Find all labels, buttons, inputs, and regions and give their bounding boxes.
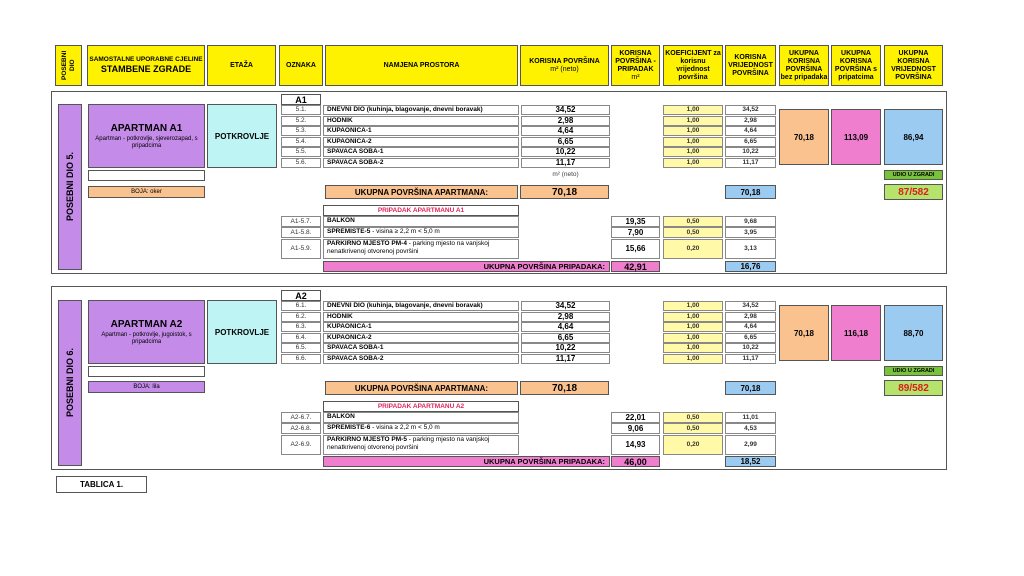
header-ukupna-vrijednost: UKUPNA KORISNA VRIJEDNOST POVRŠINA bbox=[884, 45, 943, 86]
room-label: SPAVAĆA SOBA-2 bbox=[323, 158, 519, 168]
room-code: 6.6. bbox=[281, 354, 321, 364]
unit-tag: A2 bbox=[281, 290, 321, 301]
header-korisna-text: KORISNA POVRŠINA bbox=[529, 57, 600, 65]
sum-vrijednost: 86,94 bbox=[884, 109, 943, 165]
unit-empty-row bbox=[88, 366, 205, 377]
room-label: HODNIK bbox=[323, 312, 519, 322]
extra-code: A1-5.8. bbox=[281, 227, 321, 238]
header-korisna-pripadak-unit: m² bbox=[631, 73, 640, 81]
extra-value: 3,13 bbox=[725, 239, 776, 259]
extra-label-main: BALKON bbox=[327, 413, 355, 420]
extra-coef: 0,50 bbox=[663, 216, 723, 227]
total-label: UKUPNA POVRŠINA APARTMANA: bbox=[325, 185, 518, 199]
extra-code: A2-6.7. bbox=[281, 412, 321, 423]
extra-coef: 0,50 bbox=[663, 423, 723, 434]
header-ukupna-s: UKUPNA KORISNA POVRŠINA s pripatcima bbox=[831, 45, 881, 86]
room-code: 5.6. bbox=[281, 158, 321, 168]
room-area: 2,98 bbox=[521, 312, 610, 322]
udio-value: 89/582 bbox=[884, 380, 943, 396]
room-label: KUPAONICA-2 bbox=[323, 137, 519, 147]
header-korisna bbox=[520, 45, 609, 86]
room-value: 6,65 bbox=[725, 137, 776, 147]
table-label: TABLICA 1. bbox=[56, 476, 147, 493]
pripadak-total-label: UKUPNA POVRŠINA PRIPADAKA: bbox=[323, 261, 610, 272]
sum-bez: 70,18 bbox=[779, 109, 829, 165]
room-area: 6,65 bbox=[521, 333, 610, 343]
extra-value: 11,01 bbox=[725, 412, 776, 423]
pripadak-total-value: 16,76 bbox=[725, 261, 776, 272]
room-area: 10,22 bbox=[521, 343, 610, 353]
room-area: 10,22 bbox=[521, 147, 610, 157]
sum-vrijednost: 88,70 bbox=[884, 305, 943, 361]
room-value: 10,22 bbox=[725, 147, 776, 157]
extra-label bbox=[323, 435, 519, 455]
extra-label bbox=[323, 216, 519, 227]
extra-code: A1-5.9. bbox=[281, 239, 321, 259]
room-value: 2,98 bbox=[725, 312, 776, 322]
unit-boja: BOJA: lila bbox=[88, 381, 205, 393]
room-label: KUPAONICA-1 bbox=[323, 126, 519, 136]
room-coef: 1,00 bbox=[663, 116, 723, 126]
udio-value: 87/582 bbox=[884, 184, 943, 200]
unit-side-label-text: POSEBNI DIO 6. bbox=[65, 348, 75, 418]
room-code: 5.4. bbox=[281, 137, 321, 147]
extra-label-sub: - parking mjesto na vanjskoj nenatkrivenoj otvorenoj površini bbox=[327, 240, 490, 255]
unit-name: APARTMAN A2 bbox=[110, 318, 183, 330]
room-area: 11,17 bbox=[521, 354, 610, 364]
room-coef: 1,00 bbox=[663, 105, 723, 115]
header-korisna-unit: m² (neto) bbox=[550, 65, 579, 73]
room-code: 6.2. bbox=[281, 312, 321, 322]
extra-coef: 0,20 bbox=[663, 239, 723, 259]
unit-side-label bbox=[58, 300, 82, 466]
header-ukupna-bez: UKUPNA KORISNA POVRŠINA bez pripadaka bbox=[779, 45, 829, 86]
room-label: DNEVNI DIO (kuhinja, blagovanje, dnevni boravak) bbox=[323, 105, 519, 115]
extra-area: 15,66 bbox=[611, 239, 660, 259]
extra-label-sub: - visina ≥ 2,2 m < 5,0 m bbox=[370, 228, 440, 235]
extra-coef: 0,20 bbox=[663, 435, 723, 455]
udio-label: UDIO U ZGRADI bbox=[884, 366, 943, 376]
header-cjeline-small: SAMOSTALNE UPORABNE CJELINE bbox=[89, 56, 203, 63]
total-value: 70,18 bbox=[725, 185, 776, 199]
extra-value: 2,99 bbox=[725, 435, 776, 455]
unit-empty-row bbox=[88, 170, 205, 181]
extra-label-main: SPREMIŠTE-6 bbox=[327, 424, 371, 431]
extra-area: 7,90 bbox=[611, 227, 660, 238]
room-code: 6.5. bbox=[281, 343, 321, 353]
room-coef: 1,00 bbox=[663, 301, 723, 311]
extra-label bbox=[323, 227, 519, 238]
header-korisna-pripadak-text: KORISNA POVRŠINA - PRIPADAK bbox=[615, 49, 656, 73]
unit-floor: POTKROVLJE bbox=[207, 300, 277, 364]
room-code: 6.4. bbox=[281, 333, 321, 343]
room-value: 10,22 bbox=[725, 343, 776, 353]
header-korisna-pripadak bbox=[611, 45, 660, 86]
pripadak-total-label: UKUPNA POVRŠINA PRIPADAKA: bbox=[323, 456, 610, 467]
room-coef: 1,00 bbox=[663, 333, 723, 343]
unit-boja: BOJA: oker bbox=[88, 186, 205, 198]
room-value: 34,52 bbox=[725, 105, 776, 115]
pripadak-total-area: 42,91 bbox=[611, 261, 660, 272]
extra-code: A2-6.8. bbox=[281, 423, 321, 434]
pripadak-title: PRIPADAK APARTMANU A1 bbox=[323, 205, 519, 216]
room-coef: 1,00 bbox=[663, 312, 723, 322]
extra-area: 22,01 bbox=[611, 412, 660, 423]
room-coef: 1,00 bbox=[663, 158, 723, 168]
room-value: 4,64 bbox=[725, 126, 776, 136]
extra-value: 4,53 bbox=[725, 423, 776, 434]
room-code: 5.1. bbox=[281, 105, 321, 115]
pripadak-total-area: 46,00 bbox=[611, 456, 660, 467]
room-coef: 1,00 bbox=[663, 354, 723, 364]
total-value: 70,18 bbox=[725, 381, 776, 395]
room-area: 2,98 bbox=[521, 116, 610, 126]
unit-tag: A1 bbox=[281, 94, 321, 105]
extra-label-main: PARKIRNO MJESTO PM-4 bbox=[327, 240, 407, 247]
unit-floor: POTKROVLJE bbox=[207, 104, 277, 168]
room-label: HODNIK bbox=[323, 116, 519, 126]
unit-name-box bbox=[88, 300, 205, 364]
room-label: KUPAONICA-2 bbox=[323, 333, 519, 343]
room-coef: 1,00 bbox=[663, 147, 723, 157]
room-coef: 1,00 bbox=[663, 322, 723, 332]
pripadak-total-value: 18,52 bbox=[725, 456, 776, 467]
udio-label: UDIO U ZGRADI bbox=[884, 170, 943, 180]
room-value: 34,52 bbox=[725, 301, 776, 311]
neto-unit bbox=[521, 365, 610, 375]
extra-code: A1-5.7. bbox=[281, 216, 321, 227]
room-label: SPAVAĆA SOBA-2 bbox=[323, 354, 519, 364]
header-cjeline-big: STAMBENE ZGRADE bbox=[100, 64, 192, 74]
unit-name-box bbox=[88, 104, 205, 168]
extra-label bbox=[323, 423, 519, 434]
extra-label-sub: - parking mjesto na vanjskoj nenatkrivenoj otvorenoj površini bbox=[327, 436, 490, 451]
neto-unit: m² (neto) bbox=[552, 170, 579, 178]
extra-coef: 0,50 bbox=[663, 227, 723, 238]
unit-side-label bbox=[58, 104, 82, 270]
room-coef: 1,00 bbox=[663, 126, 723, 136]
room-value: 11,17 bbox=[725, 158, 776, 168]
unit-side-label-text: POSEBNI DIO 5. bbox=[65, 152, 75, 222]
header-namjena: NAMJENA PROSTORA bbox=[325, 45, 518, 86]
extra-label bbox=[323, 239, 519, 259]
extra-value: 9,68 bbox=[725, 216, 776, 227]
extra-coef: 0,50 bbox=[663, 412, 723, 423]
total-area: 70,18 bbox=[520, 381, 609, 395]
room-coef: 1,00 bbox=[663, 343, 723, 353]
room-area: 11,17 bbox=[521, 158, 610, 168]
unit-desc: Apartman - potkrovlje, sjeverozapad, s pripadcima bbox=[95, 135, 198, 149]
extra-label-main: BALKON bbox=[327, 217, 355, 224]
extra-area: 14,93 bbox=[611, 435, 660, 455]
header-oznaka: OZNAKA bbox=[279, 45, 323, 86]
room-value: 6,65 bbox=[725, 333, 776, 343]
total-area: 70,18 bbox=[520, 185, 609, 199]
room-area: 34,52 bbox=[521, 301, 610, 311]
room-code: 6.3. bbox=[281, 322, 321, 332]
room-label: SPAVAĆA SOBA-1 bbox=[323, 343, 519, 353]
sum-s: 116,18 bbox=[831, 305, 881, 361]
room-value: 2,98 bbox=[725, 116, 776, 126]
header-posebni-dio bbox=[55, 45, 82, 86]
room-value: 11,17 bbox=[725, 354, 776, 364]
extra-label-main: SPREMIŠTE-5 bbox=[327, 228, 371, 235]
header-korisna-vrijednost: KORISNA VRIJEDNOST POVRŠINA bbox=[725, 45, 776, 86]
extra-code: A2-6.9. bbox=[281, 435, 321, 455]
extra-label-main: PARKIRNO MJESTO PM-5 bbox=[327, 436, 407, 443]
extra-area: 9,06 bbox=[611, 423, 660, 434]
room-code: 5.2. bbox=[281, 116, 321, 126]
total-label: UKUPNA POVRŠINA APARTMANA: bbox=[325, 381, 518, 395]
room-code: 5.3. bbox=[281, 126, 321, 136]
header-etaza: ETAŽA bbox=[207, 45, 276, 86]
extra-label-sub: - visina ≥ 2,2 m < 5,0 m bbox=[370, 424, 440, 431]
room-area: 6,65 bbox=[521, 137, 610, 147]
unit-name: APARTMAN A1 bbox=[110, 122, 183, 134]
header-koeficijent: KOEFICIJENT za korisnu vrijednost površina bbox=[663, 45, 723, 86]
unit-desc: Apartman - potkrovlje, jugoistok, s pripadcima bbox=[101, 331, 192, 345]
header-posebni-dio-text: POSEBNI DIO bbox=[60, 50, 76, 81]
room-value: 4,64 bbox=[725, 322, 776, 332]
extra-value: 3,95 bbox=[725, 227, 776, 238]
pripadak-title: PRIPADAK APARTMANU A2 bbox=[323, 401, 519, 412]
room-code: 6.1. bbox=[281, 301, 321, 311]
sum-s: 113,09 bbox=[831, 109, 881, 165]
sum-bez: 70,18 bbox=[779, 305, 829, 361]
room-area: 4,64 bbox=[521, 126, 610, 136]
extra-label bbox=[323, 412, 519, 423]
room-label: SPAVAĆA SOBA-1 bbox=[323, 147, 519, 157]
room-area: 4,64 bbox=[521, 322, 610, 332]
header-cjeline bbox=[87, 45, 205, 86]
room-label: KUPAONICA-1 bbox=[323, 322, 519, 332]
room-label: DNEVNI DIO (kuhinja, blagovanje, dnevni boravak) bbox=[323, 301, 519, 311]
room-code: 5.5. bbox=[281, 147, 321, 157]
room-area: 34,52 bbox=[521, 105, 610, 115]
extra-area: 19,35 bbox=[611, 216, 660, 227]
room-coef: 1,00 bbox=[663, 137, 723, 147]
